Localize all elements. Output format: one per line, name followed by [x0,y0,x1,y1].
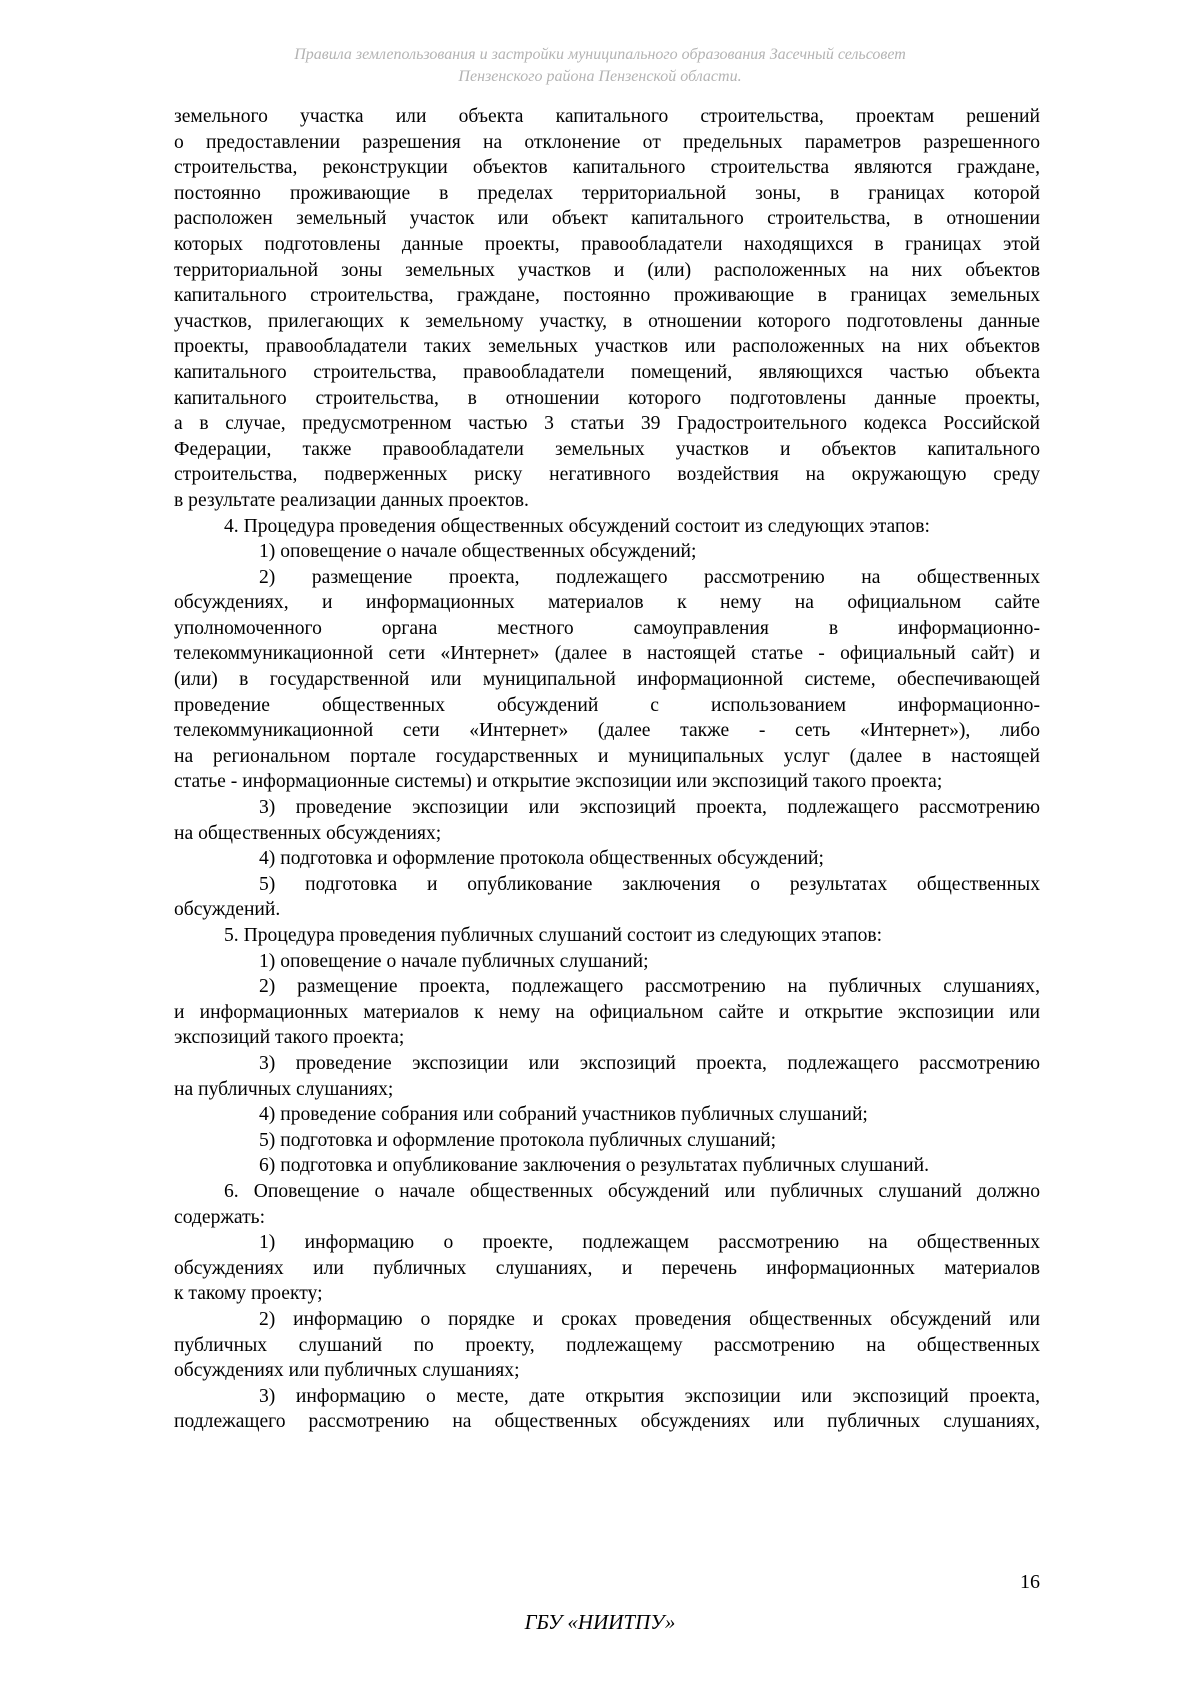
text-line: капитального строительства, правообладатели помещений, являющихся частью объекта [174,361,1040,383]
text-line: статье - информационные системы) и открытие экспозиции или экспозиций такого проекта; [174,771,943,793]
list-item: 1) оповещение о начале публичных слушаний; [259,950,649,972]
running-header [150,44,1050,88]
text-line: обсуждений. [174,899,281,921]
text-line: содержать: [174,1206,266,1228]
list-item: 2) размещение проекта, подлежащего рассмотрению на общественных [259,566,1040,588]
text-line: экспозиций такого проекта; [174,1027,405,1049]
text-line: на региональном портале государственных и муниципальных услуг (далее в настоящей [174,745,1040,767]
text-line: к такому проекту; [174,1283,323,1305]
text-line: строительства, реконструкции объектов капитального строительства являются граждане, [174,157,1040,179]
text-line: проекты, правообладатели таких земельных участков или расположенных на них объектов [174,336,1040,358]
text-line: капитального строительства, граждане, постоянно проживающие в границах земельных [174,285,1040,307]
text-line: на публичных слушаниях; [174,1078,394,1100]
text-line: а в случае, предусмотренном частью 3 статьи 39 Градостроительного кодекса Российской [174,413,1040,435]
text-line: Федерации, также правообладатели земельных участков и объектов капитального [174,438,1040,460]
text-line: обсуждениях или публичных слушаниях, и перечень информационных материалов [174,1257,1040,1279]
list-item: 3) проведение экспозиции или экспозиций проекта, подлежащего рассмотрению [259,1052,1040,1074]
text-line: строительства, подверженных риску негативного воздействия на окружающую среду [174,464,1040,486]
list-item: 4) подготовка и оформление протокола общественных обсуждений; [259,848,824,870]
text-line: проведение общественных обсуждений с использованием информационно- [174,694,1040,716]
list-item: 2) размещение проекта, подлежащего рассмотрению на публичных слушаниях, [259,976,1040,998]
text-line: участков, прилегающих к земельному участку, в отношении которого подготовлены данные [174,310,1040,332]
text-line: телекоммуникационной сети «Интернет» (далее в настоящей статье - официальный сайт) и [174,643,1040,665]
list-item: 4) проведение собрания или собраний участников публичных слушаний; [259,1104,868,1126]
text-line: постоянно проживающие в пределах территориальной зоны, в границах которой [174,182,1040,204]
list-item: 5) подготовка и опубликование заключения о результатах общественных [259,873,1040,895]
text-line: уполномоченного органа местного самоуправления в информационно- [174,617,1040,639]
list-item: 3) проведение экспозиции или экспозиций проекта, подлежащего рассмотрению [259,797,1040,819]
text-line: подлежащего рассмотрению на общественных обсуждениях или публичных слушаниях, [174,1411,1040,1433]
text-line: расположен земельный участок или объект капитального строительства, в отношении [174,208,1040,230]
page-number: 16 [1020,1571,1040,1593]
text-line: территориальной зоны земельных участков и (или) расположенных на них объектов [174,259,1040,281]
list-item: 2) информацию о порядке и сроках проведения общественных обсуждений или [259,1308,1040,1330]
footer-org-name: ГБУ «НИИТПУ» [524,1610,676,1634]
list-item: 1) оповещение о начале общественных обсуждений; [259,541,697,563]
list-item: 6) подготовка и опубликование заключения о результатах публичных слушаний. [259,1155,929,1177]
list-item: 5) подготовка и оформление протокола публичных слушаний; [259,1129,777,1151]
header-line: Пензенского района Пензенской области. [458,68,742,85]
text-line: обсуждениях или публичных слушаниях; [174,1360,520,1382]
list-item: 3) информацию о месте, дате открытия экспозиции или экспозиций проекта, [259,1385,1040,1407]
list-item: 1) информацию о проекте, подлежащем рассмотрению на общественных [259,1232,1040,1254]
text-line: телекоммуникационной сети «Интернет» (далее также - сеть «Интернет»), либо [174,720,1040,742]
section-heading: 6. Оповещение о начале общественных обсуждений или публичных слушаний должно [224,1180,1040,1202]
text-line: на общественных обсуждениях; [174,822,442,844]
text-line: земельного участка или объекта капитального строительства, проектам решений [174,106,1040,127]
document-body [174,104,1040,1435]
text-line: о предоставлении разрешения на отклонение от предельных параметров разрешенного [174,131,1040,153]
header-line: Правила землепользования и застройки муниципального образования Засечный сельсовет [294,46,906,63]
section-heading: 4. Процедура проведения общественных обсуждений состоит из следующих этапов: [224,515,930,537]
text-line: (или) в государственной или муниципальной информационной системе, обеспечивающей [174,669,1040,691]
text-line: публичных слушаний по проекту, подлежащему рассмотрению на общественных [174,1334,1040,1356]
text-line: в результате реализации данных проектов. [174,489,529,511]
text-line: капитального строительства, в отношении которого подготовлены данные проекты, [174,387,1040,409]
section-heading: 5. Процедура проведения публичных слушаний состоит из следующих этапов: [224,925,883,946]
text-line: и информационных материалов к нему на официальном сайте и открытие экспозиции или [174,1001,1040,1023]
text-line: обсуждениях, и информационных материалов к нему на официальном сайте [174,592,1040,614]
text-line: которых подготовлены данные проекты, правообладатели находящихся в границах этой [174,233,1040,255]
